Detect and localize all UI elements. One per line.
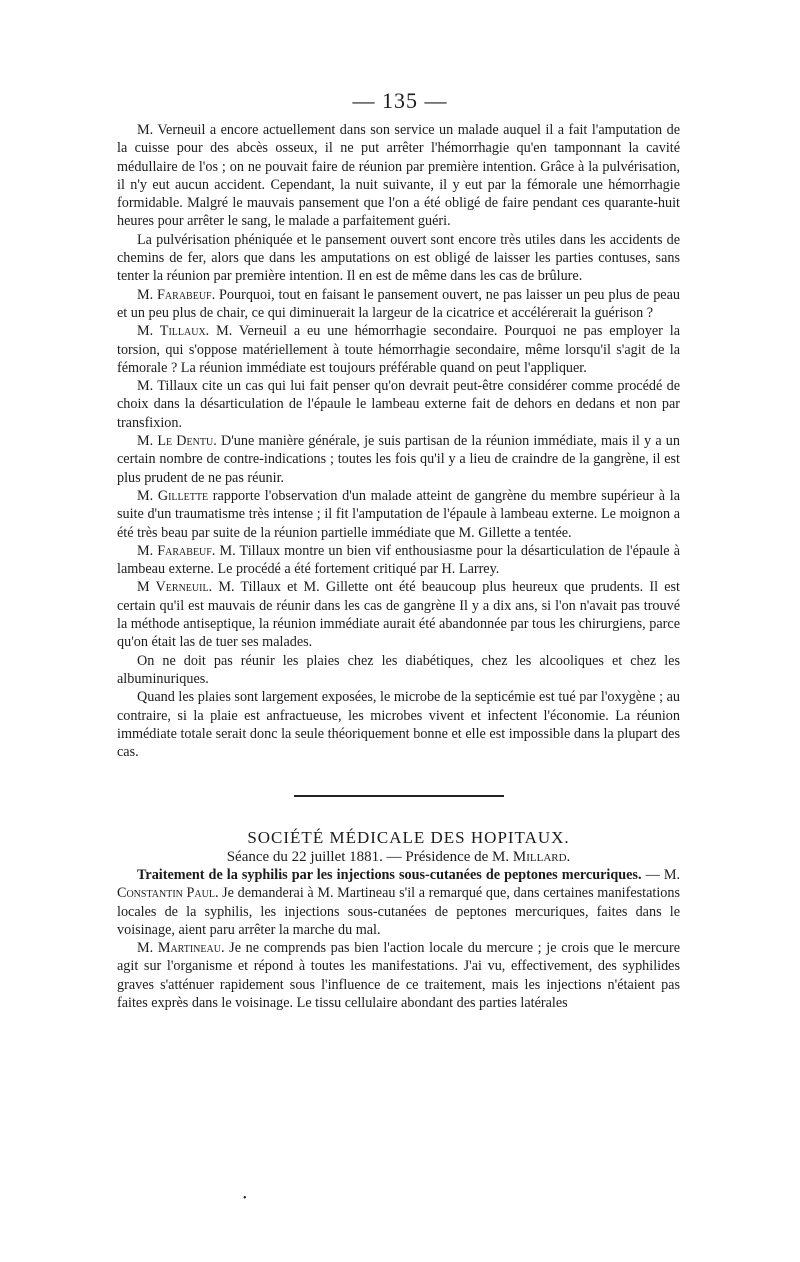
paragraph <box>117 939 680 1012</box>
session-president: Millard. <box>512 848 571 865</box>
paragraph <box>117 231 680 286</box>
paragraph-text: Pourquoi, tout en faisant le pansement ouvert, ne pas laisser un peu plus de peau et un peu plus de chair, ce qui diminuerait la largeur de la cicatrice et accélérerait la guérison ? <box>117 286 680 321</box>
speaker: M Verneuil. <box>137 579 213 596</box>
paragraph-text: M. Tillaux et M. Gillette ont été beaucoup plus heureux que prudents. Il est certain qu'il est mauvais de réunir dans les cas de gangrène Il y a dix ans, si l'on n'avait pas trouvé la méthode antiseptique, la réunion immédiate aurait été abandonnée par tous les chirurgiens, parce qu'on était las de tuer ses malades. <box>117 579 680 651</box>
paragraph <box>117 652 680 689</box>
paragraph <box>117 432 680 487</box>
speaker: M. Gillette <box>137 487 209 504</box>
paragraph <box>117 377 680 432</box>
article-author: Constantin Paul. <box>117 885 219 902</box>
speaker: M. Le Dentu. <box>137 433 217 450</box>
speaker: M. Farabeuf. <box>137 286 216 303</box>
paragraph-text: Quand les plaies sont largement exposées, le microbe de la septicémie est tué par l'oxygène ; au contraire, si la plaie est anfractueuse, les microbes vivent et infectent l'économie. La réunion immédiate totale serait donc la seule théoriquement bonne et elle est impossible dans la plupart des cas. <box>117 689 680 761</box>
footer-mark: • <box>243 1193 247 1204</box>
page-number: — 135 — <box>352 88 448 113</box>
section-divider <box>294 795 504 797</box>
paragraph-text: Je ne comprends pas bien l'action locale du mercure ; je crois que le mercure agit sur l'organisme et répond à toutes les manifestations. J'ai vu, effectivement, des syphilides graves s'atténuer rapidement sous l'influence de ce traitement, mais les injections n'étaient pas faites exprès dans le voisinage. Le tissu cellulaire abondant des parties latérales <box>117 940 680 1012</box>
speaker: M. Martineau. <box>137 940 225 957</box>
text-column <box>117 121 680 1012</box>
article-opening <box>117 866 680 939</box>
paragraph-text: M. Tillaux cite un cas qui lui fait penser qu'on devrait peut-être considérer comme procédé de choix dans la désarticulation de l'épaule le lambeau externe fait de dehors en dedans et non par transfixion. <box>117 378 680 431</box>
paragraph <box>117 322 680 377</box>
speaker: M. Tillaux. <box>137 323 210 340</box>
section-title: SOCIÉTÉ MÉDICALE DES HOPITAUX. <box>247 828 570 848</box>
paragraph-text: La pulvérisation phéniquée et le pansement ouvert sont encore très utiles dans les accidents de chemins de fer, alors que dans les amputations on est obligé de laisser les parties contuses, sans tenter la réunion par première intention. Il en est de même dans les cas de brûlure. <box>117 231 680 285</box>
paragraph-text: D'une manière générale, je suis partisan de la réunion immédiate, mais il y a un certain nombre de contre-indications ; toutes les fois qu'il y a lieu de craindre de la gangrène, il est plus prudent de ne pas réunir. <box>117 433 680 486</box>
paragraph <box>117 286 680 323</box>
paragraph <box>117 542 680 579</box>
session-line <box>117 848 680 866</box>
paragraph <box>117 688 680 761</box>
upper-discussion <box>117 121 680 761</box>
paragraph <box>117 578 680 651</box>
paragraph-text: rapporte l'observation d'un malade atteint de gangrène du membre supérieur à la suite d'un traumatisme très intense ; il fit l'amputation de l'épaule à lambeau externe. Le moignon a été très beau par suite de la réunion partielle immédiate que M. Gillette a tentée. <box>117 487 681 541</box>
article <box>117 866 680 1012</box>
paragraph-text: M. Tillaux montre un bien vif enthousiasme pour la désarticulation de l'épaule à lambeau externe. Le procédé a été fortement critiqué par H. Larrey. <box>117 542 680 578</box>
session-text: Séance du 22 juillet 1881. — Présidence de M. <box>226 848 513 865</box>
article-title: Traitement de la syphilis par les injections sous-cutanées de peptones mercuriques. <box>137 866 642 883</box>
paragraph <box>117 121 680 231</box>
paragraph-text: Je demanderai à M. Martineau s'il a remarqué que, dans certaines manifestations locales de la syphilis, les injections sous-cutanées de peptones mercuriques, faites dans le voisinage, aient paru arrêter la marche du mal. <box>117 885 680 938</box>
paragraph <box>117 487 680 542</box>
author-prefix: — M. <box>641 866 680 883</box>
paragraph-text: M. Verneuil a eu une hémorrhagie secondaire. Pourquoi ne pas employer la torsion, qui s'oppose matériellement à toute hémorrhagie secondaire, même lorsqu'il s'agit de la fémorale ? La réunion immédiate est toujours préférable quand on peut l'appliquer. <box>117 323 680 376</box>
speaker: M. Farabeuf. <box>137 542 216 559</box>
paragraph-text: M. Verneuil a encore actuellement dans son service un malade auquel il a fait l'amputation de la cuisse pour des abcès osseux, il ne put arrêter l'hémorrhagie qu'en tamponnant la cavité médullaire de l'os ; on ne pouvait faire de réunion par première intention. Grâce à la pulvérisation, il n'y eut aucun accident. Cependant, la nuit suivante, il y eut par la fémorale une hémorrhagie formidable. Malgré le mauvais pansement que l'on a été obligé de faire pendant ces quarante-huit heures pour arrêter le sang, le malade a parfaitement guéri. <box>117 122 680 230</box>
paragraph-text: On ne doit pas réunir les plaies chez les diabétiques, chez les alcooliques et chez les albuminuriques. <box>117 652 680 687</box>
